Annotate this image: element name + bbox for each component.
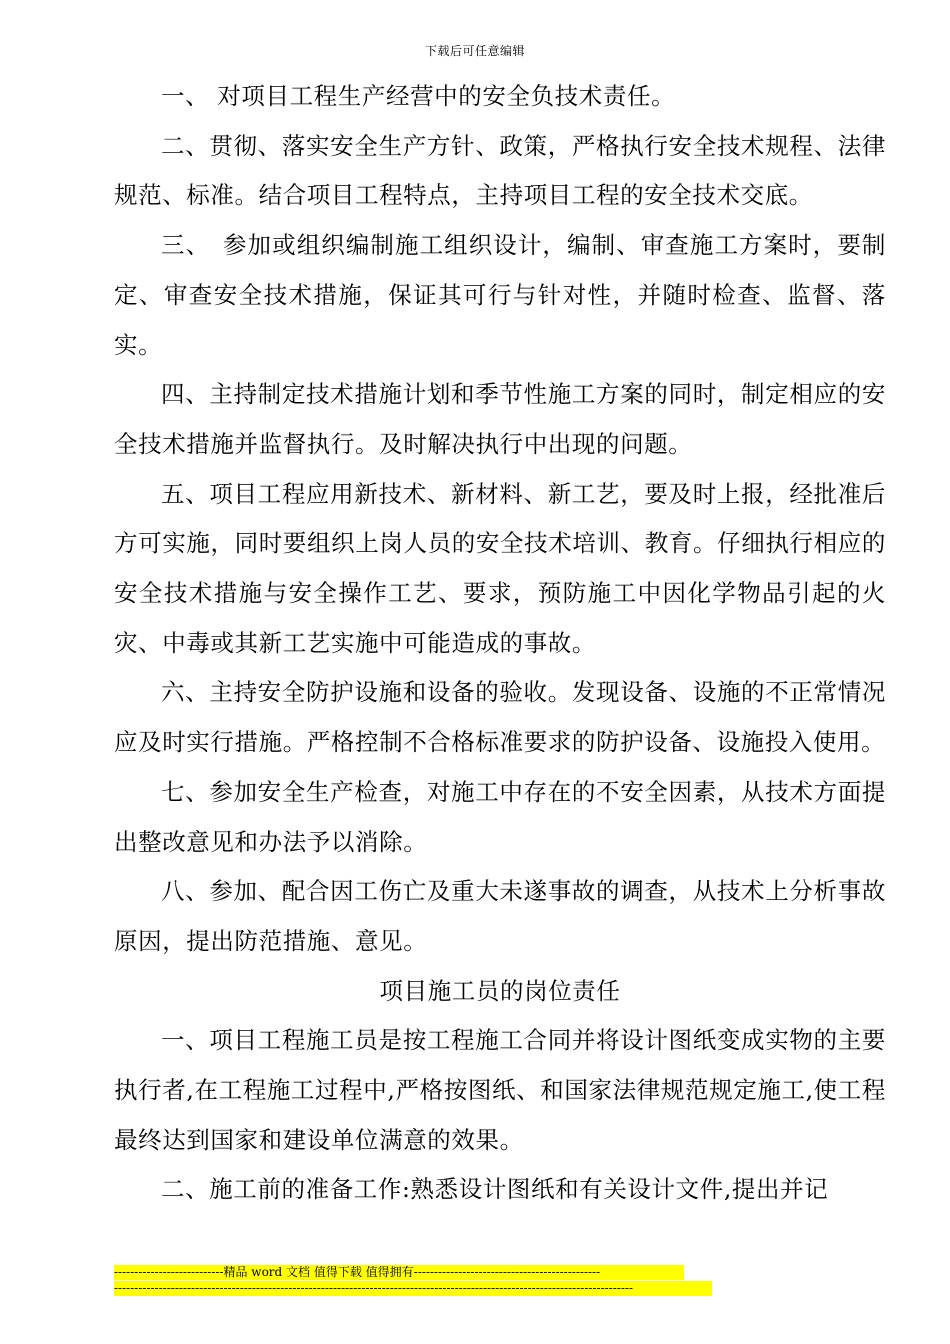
paragraph-6: 六、主持安全防护设施和设备的验收。发现设备、设施的不正常情况应及时实行措施。严格控制不合格标准要求的防护设备、设施投入使用。 — [114, 678, 886, 757]
page-footer — [114, 1265, 712, 1296]
paragraph-8: 八、参加、配合因工伤亡及重大未遂事故的调查，从技术上分析事故原因，提出防范措施、意见。 — [114, 877, 886, 955]
paragraph-7: 七、参加安全生产检查，对施工中存在的不安全因素，从技术方面提出整改意见和办法予以消除。 — [114, 777, 886, 856]
footer-banner-line: ---------------------------精品 word 文档 值得下载 值得拥有---------------------------------------------- — [114, 1265, 684, 1280]
paragraph-3: 三、 参加或组织编制施工组织设计，编制、审查施工方案时，要制定、审查安全技术措施，保证其可行与针对性，并随时检查、监督、落实。 — [114, 231, 886, 359]
paragraph-4: 四、主持制定技术措施计划和季节性施工方案的同时，制定相应的安全技术措施并监督执行。及时解决执行中出现的问题。 — [114, 380, 886, 458]
paragraph-1: 一、 对项目工程生产经营中的安全负技术责任。 — [161, 82, 676, 110]
document-body — [114, 72, 886, 1215]
section-paragraph-2: 二、施工前的准备工作:熟悉设计图纸和有关设计文件,提出并记 — [161, 1175, 829, 1204]
section-paragraph-1: 一、项目工程施工员是按工程施工合同并将设计图纸变成实物的主要执行者,在工程施工过程中,严格按图纸、和国家法律规范规定施工,使工程最终达到国家和建设单位满意的效果。 — [114, 1026, 886, 1154]
page-header: 下载后可任意编辑 — [424, 44, 525, 58]
section-title: 项目施工员的岗位责任 — [379, 976, 621, 1005]
paragraph-2: 二、贯彻、落实安全生产方针、政策，严格执行安全技术规程、法律规范、标准。结合项目工程特点，主持项目工程的安全技术交底。 — [114, 131, 886, 210]
paragraph-5: 五、项目工程应用新技术、新材料、新工艺，要及时上报，经批准后方可实施，同时要组织上岗人员的安全技术培训、教育。仔细执行相应的安全技术措施与安全操作工艺、要求，预防施工中因化学物品引起的火灾、中毒或其新工艺实施中可能造成的事故。 — [114, 479, 886, 657]
footer-dash-line: -------------------------------------------------------------------------------------------------------------------------------- — [114, 1281, 712, 1296]
